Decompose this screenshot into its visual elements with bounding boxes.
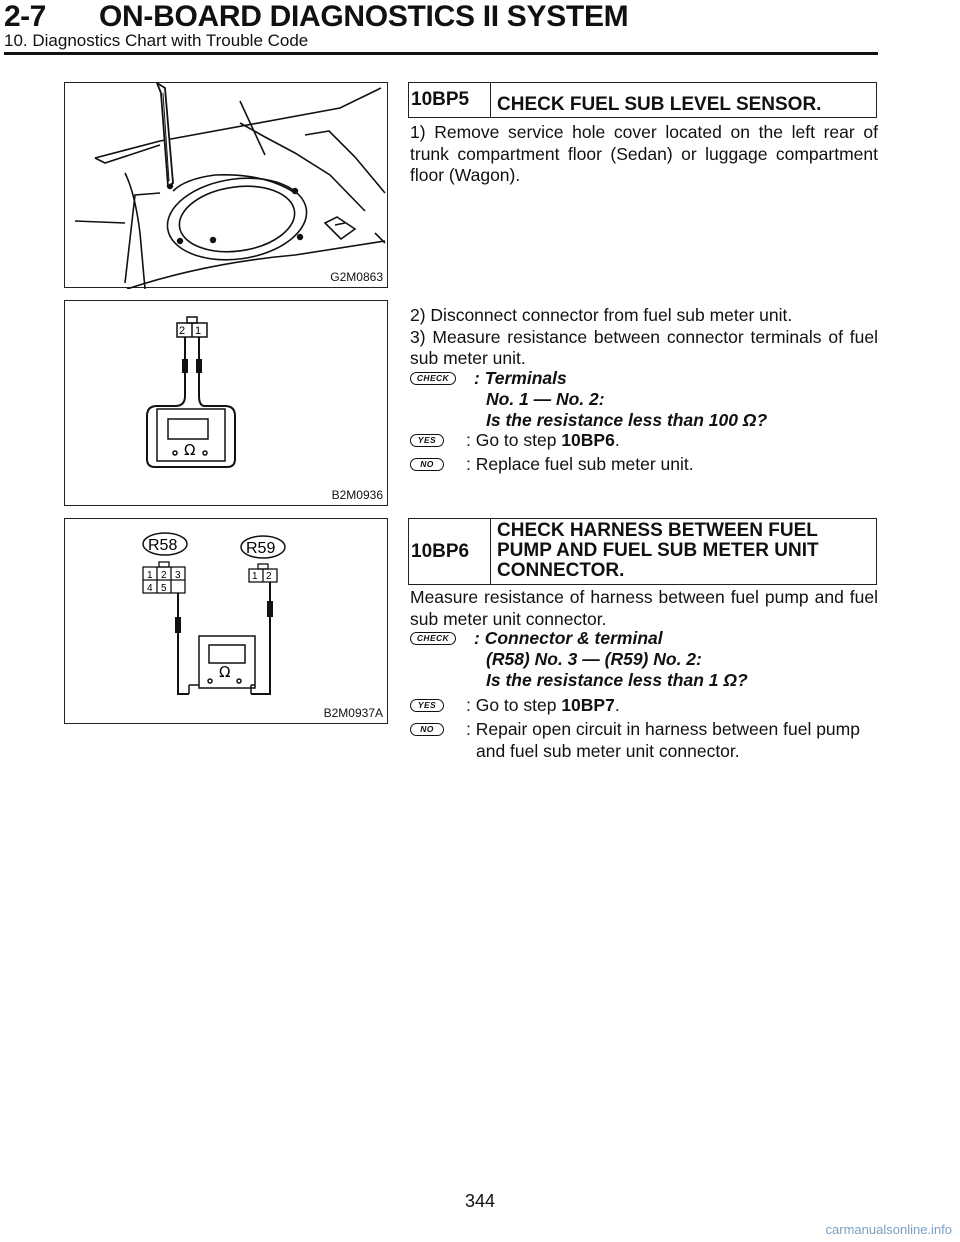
page-number: 344 — [464, 1191, 496, 1211]
ohm-symbol: Ω — [219, 663, 231, 681]
page-title: ON-BOARD DIAGNOSTICS II SYSTEM — [99, 0, 629, 33]
yes-text: : Go to step — [466, 430, 562, 450]
no-text — [466, 719, 880, 762]
pin-label: 1 — [147, 570, 153, 581]
pin-label: 3 — [175, 570, 181, 581]
step-header-10bp6 — [408, 518, 877, 585]
harness-diagram — [65, 519, 389, 725]
step-number: 10BP6 — [409, 519, 491, 584]
check-badge-icon: CHECK — [410, 632, 456, 645]
figure-label: B2M0937A — [323, 706, 383, 720]
figure-sub-meter-connector — [64, 300, 388, 506]
instruction-paragraph — [410, 587, 878, 630]
no-badge-icon: NO — [410, 458, 444, 471]
yes-text-end: . — [614, 430, 620, 450]
step-title-line: CONNECTOR. — [497, 560, 625, 581]
figure-label: B2M0936 — [331, 488, 383, 502]
check-line: : Terminals — [474, 368, 567, 388]
check-line: Is the resistance less than 1 Ω? — [486, 670, 748, 690]
instruction-text: 2) Disconnect connector from fuel sub meter unit. — [410, 305, 793, 325]
no-text-line: : Repair open circuit in harness between fuel pump — [466, 719, 860, 739]
pin-label: 2 — [161, 570, 167, 581]
check-line: Is the resistance less than 100 Ω? — [486, 410, 768, 430]
instruction-paragraph — [410, 122, 878, 187]
yes-text-end: . — [614, 695, 620, 715]
figure-harness-connectors — [64, 518, 388, 724]
ohm-symbol: Ω — [184, 441, 196, 459]
check-block — [410, 368, 880, 434]
step-title-line: PUMP AND FUEL SUB METER UNIT — [497, 540, 819, 561]
service-hole-drawing — [65, 83, 389, 289]
check-badge-icon: CHECK — [410, 372, 456, 385]
pin-label: 2 — [266, 571, 272, 582]
step-number: 10BP5 — [409, 83, 491, 117]
page-subtitle: 10. Diagnostics Chart with Trouble Code — [4, 31, 309, 50]
no-text-line: and fuel sub meter unit connector. — [476, 740, 740, 761]
figure-service-hole — [64, 82, 388, 288]
instruction-text: 1) Remove service hole cover located on the left rear of trunk compartment floor (Sedan) or luggage compartment floor (Wagon). — [410, 122, 878, 185]
check-line: No. 1 — No. 2: — [486, 389, 605, 409]
step-title — [491, 519, 876, 584]
next-step-link[interactable]: 10BP7 — [561, 695, 615, 715]
instruction-paragraph — [410, 305, 878, 370]
connector-r58-label: R58 — [148, 537, 178, 554]
step-header-10bp5 — [408, 82, 877, 118]
footer-watermark[interactable]: carmanualsonline.info — [825, 1222, 952, 1237]
next-step-link[interactable]: 10BP6 — [561, 430, 615, 450]
pin-label: 1 — [252, 571, 258, 582]
step-title: CHECK FUEL SUB LEVEL SENSOR. — [497, 94, 822, 115]
step-title-line: CHECK HARNESS BETWEEN FUEL — [497, 520, 818, 541]
check-block — [410, 628, 880, 694]
check-line: (R58) No. 3 — (R59) No. 2: — [486, 649, 702, 669]
connector-meter-diagram — [65, 301, 389, 507]
pin-label: 5 — [161, 583, 167, 594]
yes-badge-icon: YES — [410, 699, 444, 712]
no-badge-icon: NO — [410, 723, 444, 736]
instruction-text: Measure resistance of harness between fuel pump and fuel sub meter unit connector. — [410, 587, 878, 629]
yes-badge-icon: YES — [410, 434, 444, 447]
pin-label: 1 — [195, 325, 202, 337]
connector-r59-label: R59 — [246, 540, 276, 557]
no-text: : Replace fuel sub meter unit. — [466, 454, 694, 474]
figure-label: G2M0863 — [330, 270, 383, 284]
check-line: : Connector & terminal — [474, 628, 663, 648]
section-number: 2-7 — [4, 0, 46, 33]
header-rule — [4, 52, 878, 55]
yes-text: : Go to step — [466, 695, 562, 715]
pin-label: 2 — [179, 325, 186, 337]
pin-label: 4 — [147, 583, 153, 594]
instruction-text: 3) Measure resistance between connector terminals of fuel sub meter unit. — [410, 326, 878, 368]
